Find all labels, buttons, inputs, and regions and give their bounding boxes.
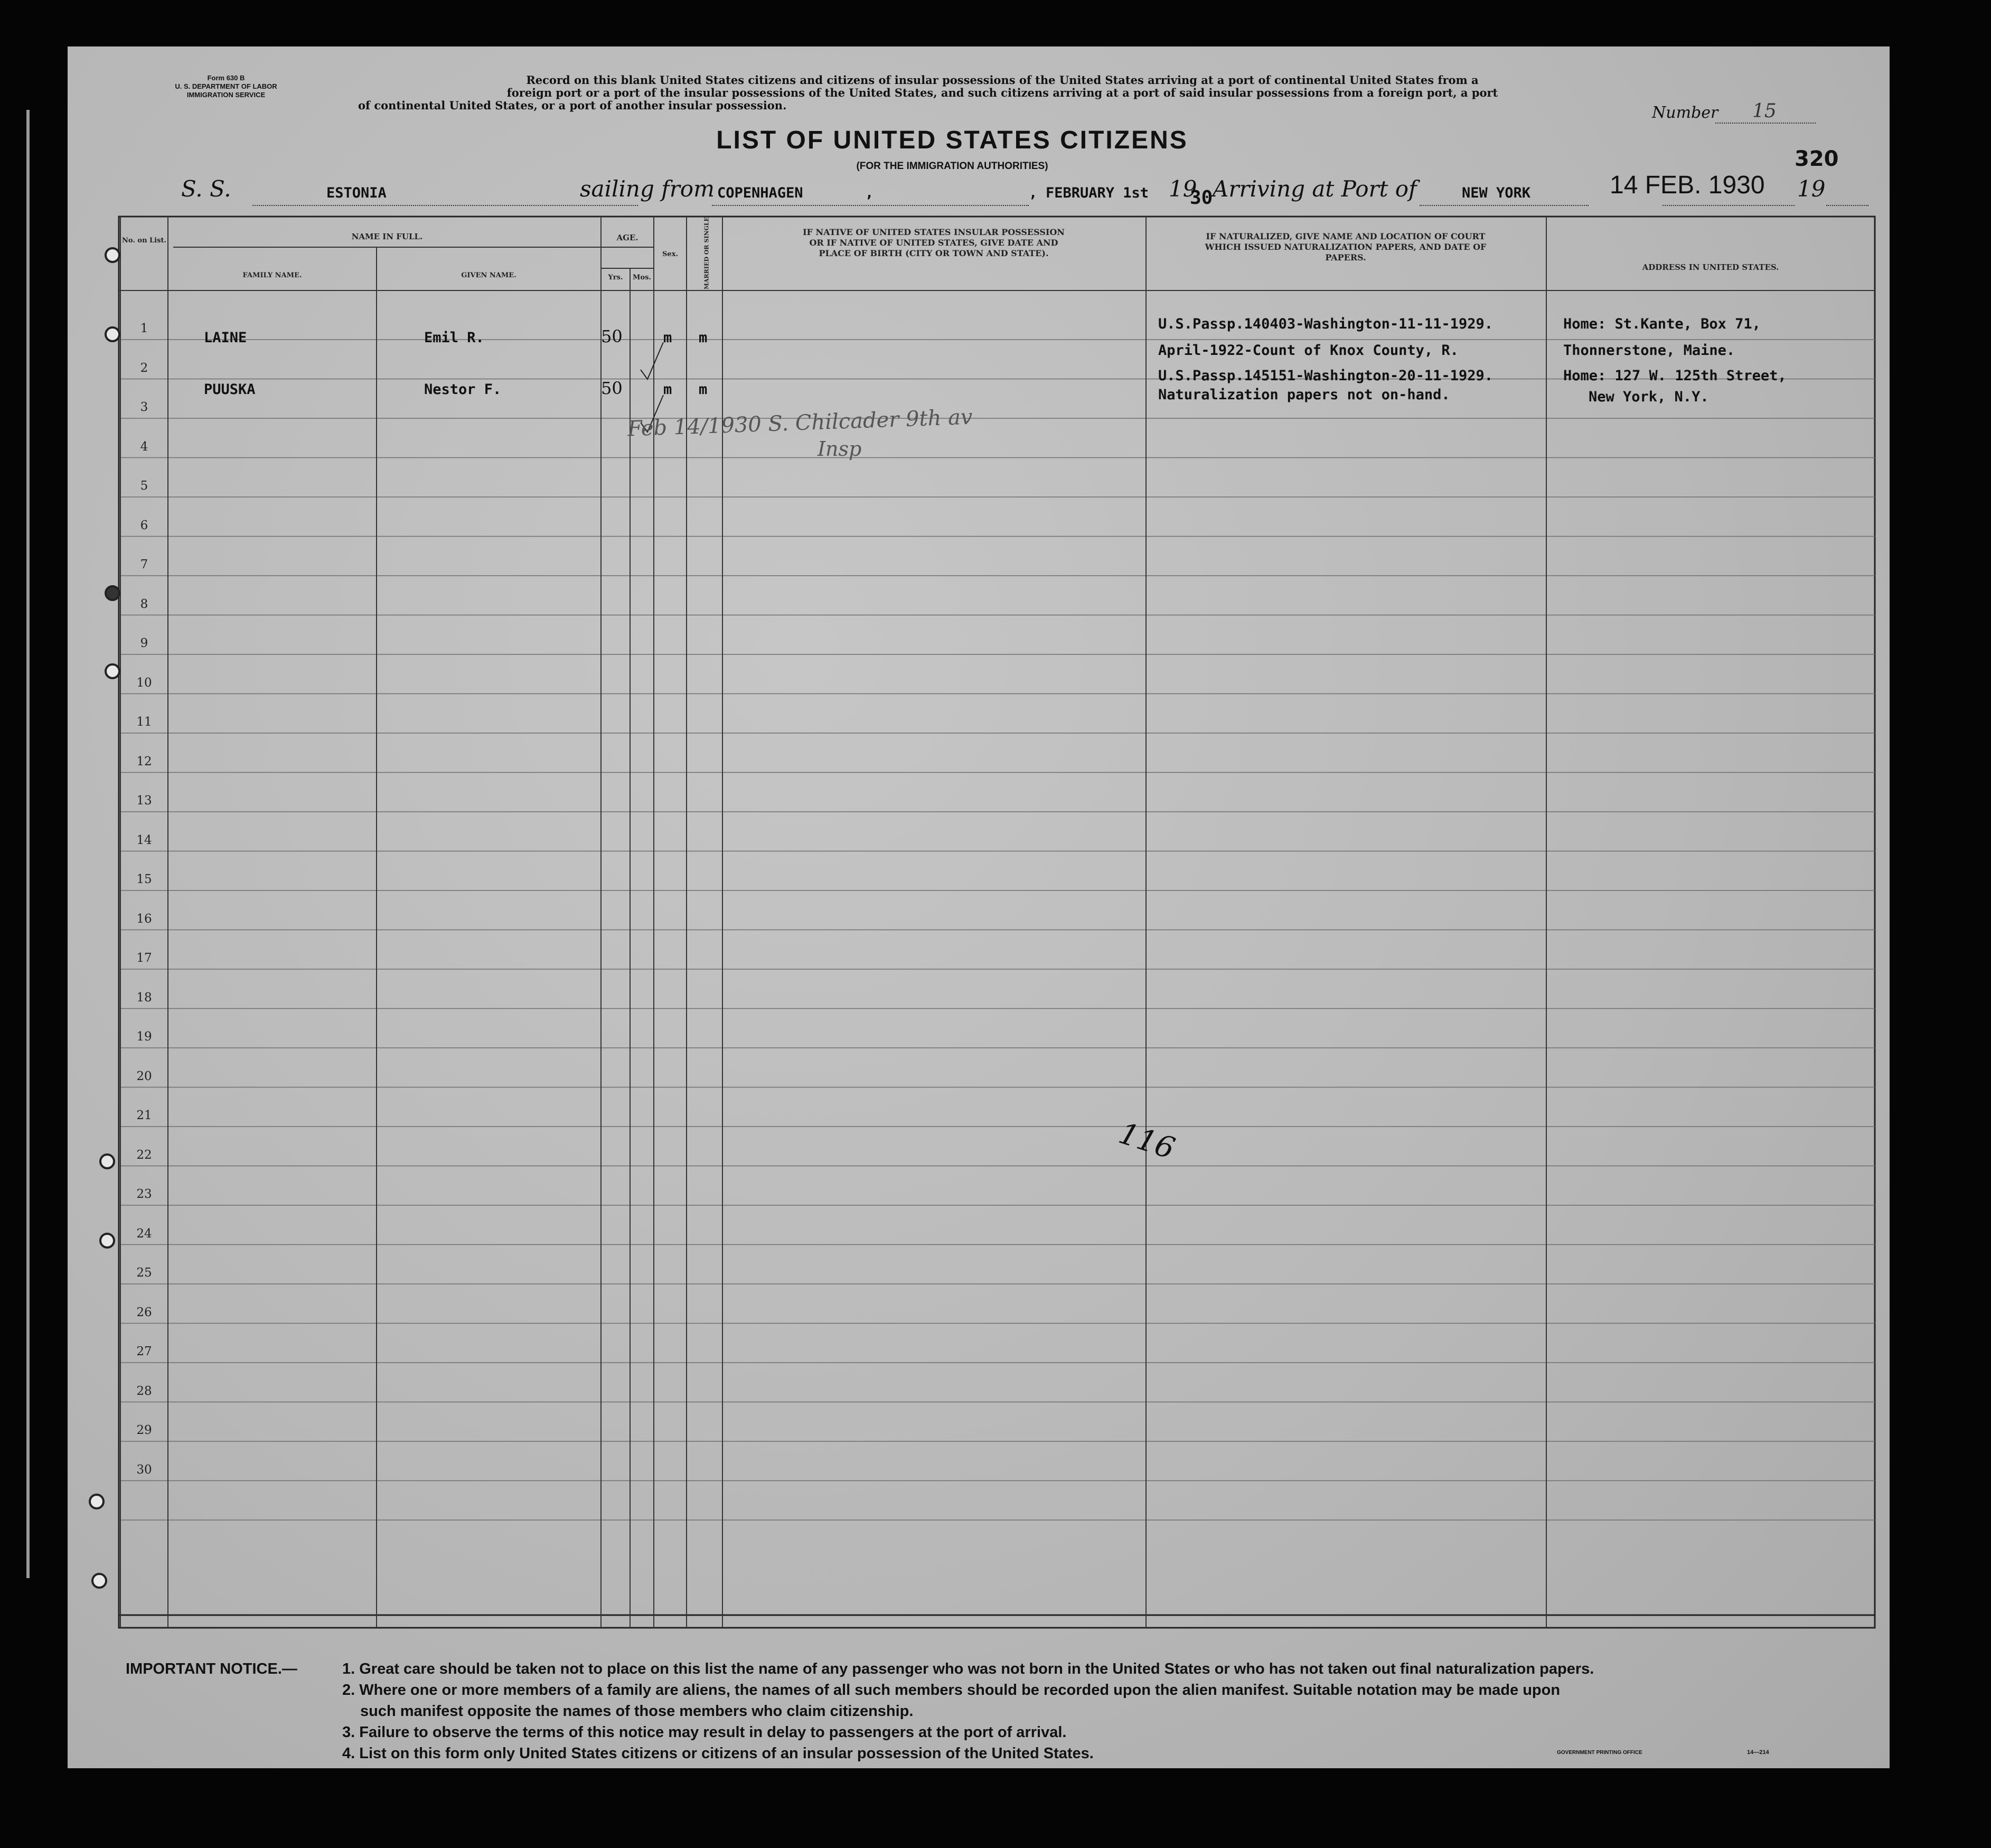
row-number: 29 (136, 1423, 152, 1437)
header-native: IF NATIVE OF UNITED STATES INSULAR POSSESSION OR IF NATIVE OF UNITED STATES, GIVE DATE AND PLACE OF BIRTH (CITY OR TOWN AND STATE). (803, 227, 1065, 258)
arriving-label: Arriving at Port of (1213, 176, 1417, 202)
marital-status: m (699, 330, 708, 346)
row-number: 18 (136, 990, 152, 1005)
row-number: 12 (136, 754, 152, 768)
row-number: 10 (136, 676, 152, 690)
header-mos: Mos. (633, 274, 651, 282)
instruction-line-2: foreign port or a port of the insular possessions of the United States, and such citizens arriving at a port of said insular possessions from a foreign port, a port (506, 86, 1498, 99)
family-name: PUUSKA (204, 381, 256, 398)
given-name: Emil R. (424, 330, 484, 346)
form-number: Form 630 B (207, 74, 245, 82)
sailing-from-label: sailing from (580, 176, 715, 202)
comma: , (1029, 185, 1038, 201)
row-number: 4 (140, 439, 148, 454)
naturalization-line-1: U.S.Passp.140403-Washington-11-11-1929. (1158, 316, 1493, 332)
date-sailed: FEBRUARY 1st (1046, 185, 1149, 201)
row-number: 17 (136, 951, 152, 965)
table-border (119, 217, 1875, 1628)
printer-code: 14—214 (1747, 1749, 1769, 1756)
family-name: LAINE (204, 330, 247, 346)
sex: m (663, 330, 672, 346)
row-number: 15 (136, 873, 152, 886)
row-number: 6 (140, 518, 148, 532)
binder-hole (99, 1153, 115, 1169)
binder-hole (91, 1573, 107, 1589)
notice-item-1: 1. Great care should be taken not to place on this list the name of any passenger who was not born in the United States or who has not taken out final naturalization papers. (342, 1661, 1594, 1677)
year-suffix: 30 (1190, 187, 1213, 209)
instruction-line-1: Record on this blank United States citizens and citizens of insular possessions of the United States arriving at a port of continental United States from a (526, 73, 1479, 87)
notice-item-2: 2. Where one or more members of a family are aliens, the names of all such members should be recorded upon the alien manifest. Suitable notation may be made upon (342, 1682, 1561, 1699)
service-name: IMMIGRATION SERVICE (186, 91, 266, 99)
given-name: Nestor F. (424, 381, 502, 398)
address-line-2: Thonnerstone, Maine. (1563, 342, 1735, 359)
naturalization-line-2: April-1922-Count of Knox County, R. (1158, 342, 1459, 359)
year-prefix: 19 (1169, 176, 1197, 202)
form-subtitle: (FOR THE IMMIGRATION AUTHORITIES) (856, 161, 1048, 172)
printer-mark: GOVERNMENT PRINTING OFFICE (1557, 1750, 1642, 1756)
header-address: ADDRESS IN UNITED STATES. (1642, 262, 1779, 272)
header-age: AGE. (616, 233, 638, 242)
header-sex: Sex. (662, 250, 678, 258)
comma: , (865, 185, 874, 201)
row-number: 16 (136, 912, 152, 926)
row-number: 2 (140, 361, 148, 375)
binder-hole (99, 1233, 115, 1249)
row-number: 8 (140, 597, 148, 611)
row-number: 1 (140, 322, 148, 335)
header-naturalized: IF NATURALIZED, GIVE NAME AND LOCATION OF COURT WHICH ISSUED NATURALIZATION PAPERS, AND DATE OF PAPERS. (1205, 231, 1487, 262)
stamped-number: 116 (1114, 1116, 1179, 1166)
header-marital: MARRIED OR SINGLE (703, 217, 710, 290)
row-number: 7 (140, 558, 148, 571)
address-line-1: Home: 127 W. 125th Street, (1563, 368, 1787, 384)
notice-item-2-cont: such manifest opposite the names of those members who claim citizenship. (360, 1703, 914, 1720)
form-title: LIST OF UNITED STATES CITIZENS (716, 126, 1188, 154)
binder-hole (105, 247, 120, 263)
notice-item-3: 3. Failure to observe the terms of this notice may result in delay to passengers at the port of arrival. (342, 1724, 1067, 1741)
header-family-name: FAMILY NAME. (242, 271, 302, 279)
row-number: 23 (136, 1187, 152, 1201)
row-number: 24 (136, 1226, 152, 1241)
header-no-on-list: No. on List. (122, 237, 166, 245)
ss-label: S. S. (181, 176, 231, 202)
port-arrival: NEW YORK (1462, 185, 1531, 201)
header-yrs: Yrs. (608, 274, 623, 282)
row-number: 19 (136, 1030, 152, 1044)
row-number: 14 (136, 833, 152, 847)
manifest-page (68, 46, 1890, 1768)
row-number: 28 (136, 1384, 152, 1398)
ship-name: ESTONIA (326, 185, 387, 201)
inspector-initials: Insp (818, 437, 862, 461)
row-number: 13 (136, 794, 152, 808)
address-line-1: Home: St.Kante, Box 71, (1563, 316, 1761, 332)
row-number: 20 (136, 1069, 152, 1083)
notice-items (342, 1658, 1594, 1764)
row-number: 5 (140, 479, 148, 493)
number-value: 15 (1752, 100, 1777, 122)
notice-heading: IMPORTANT NOTICE.— (126, 1661, 297, 1677)
age-years: 50 (601, 326, 623, 346)
age-years: 50 (601, 378, 623, 398)
instruction-line-3: of continental United States, or a port of another insular possession. (358, 99, 787, 112)
row-number: 25 (136, 1266, 152, 1280)
row-number: 21 (136, 1109, 152, 1122)
binder-hole (105, 663, 120, 679)
port-from: COPENHAGEN (717, 185, 803, 201)
binder-hole (89, 1494, 105, 1509)
notice-item-4: 4. List on this form only United States citizens or citizens of an insular possession of the United States. (342, 1745, 1094, 1762)
row-number: 26 (136, 1305, 152, 1319)
naturalization-line-2: Naturalization papers not on-hand. (1158, 387, 1450, 403)
binder-hole (105, 326, 120, 342)
row-number: 9 (140, 636, 148, 650)
row-number: 11 (136, 715, 152, 729)
row-number: 3 (140, 400, 148, 414)
department-name: U. S. DEPARTMENT OF LABOR (175, 82, 277, 90)
row-number: 22 (136, 1148, 152, 1162)
arrival-date-stamp: 14 FEB. 1930 (1610, 171, 1765, 199)
number-label: Number (1652, 104, 1718, 122)
row-number: 30 (136, 1462, 152, 1477)
header-given-name: GIVEN NAME. (461, 271, 516, 279)
header-name-in-full: NAME IN FULL. (351, 232, 423, 241)
naturalization-line-1: U.S.Passp.145151-Washington-20-11-1929. (1158, 368, 1493, 384)
page-stamp: 320 (1795, 147, 1839, 171)
binder-hole (105, 585, 120, 601)
inspector-annotation: Feb 14/1930 S. Chilcader 9th av (627, 405, 973, 442)
table-grid (68, 46, 1890, 1768)
underlying-page-edge (26, 110, 30, 1578)
marital-status: m (699, 381, 708, 398)
sex: m (663, 381, 672, 398)
address-line-2: New York, N.Y. (1589, 389, 1709, 405)
row-number: 27 (136, 1345, 152, 1358)
date-tail: 19 (1797, 176, 1826, 202)
